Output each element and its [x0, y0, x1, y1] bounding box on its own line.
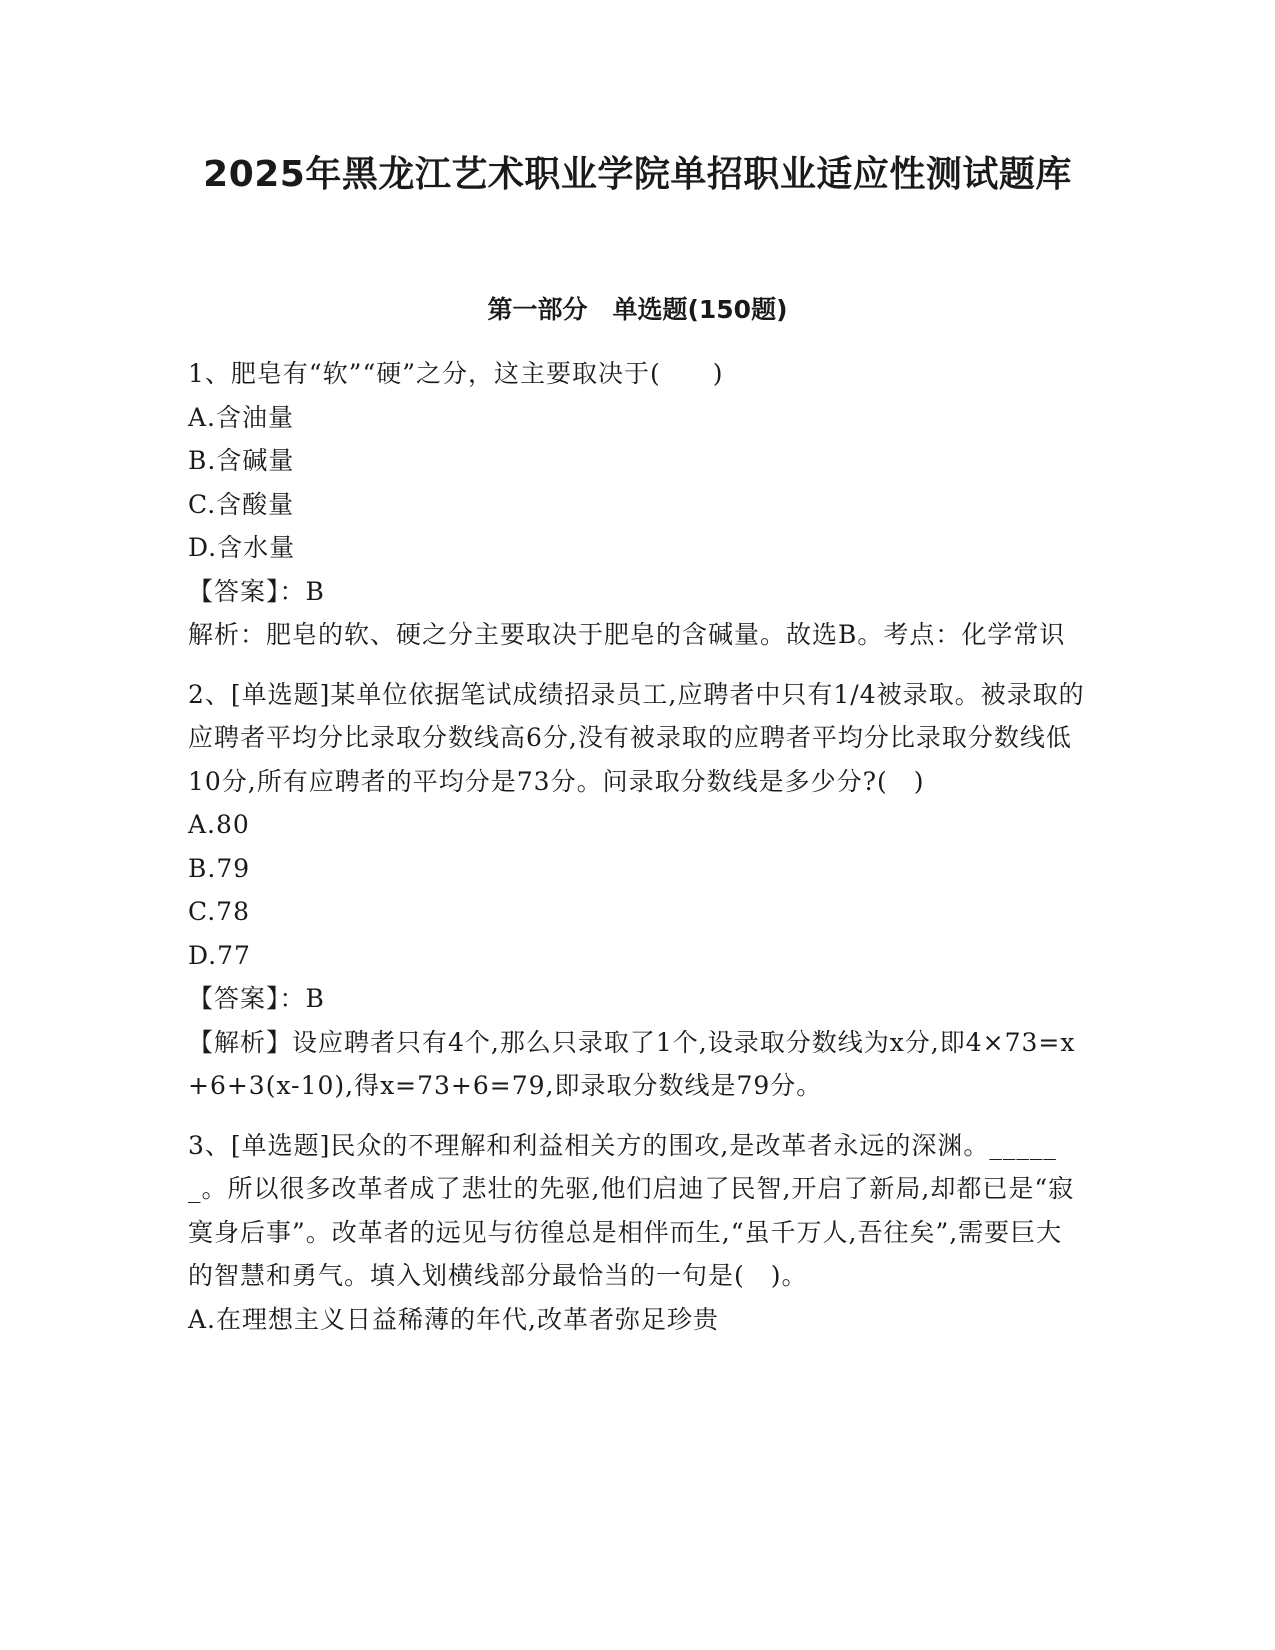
option-a: A.含油量: [188, 402, 295, 432]
option-b: B.含碱量: [188, 446, 295, 475]
question-1: [188, 352, 1088, 657]
question-stem: 3、[单选题]民众的不理解和利益相关方的围攻,是改革者永远的深渊。______。所以很多改革者成了悲壮的先驱,他们启迪了民智,开启了新局,却都已是“寂寞身后事”。改革者的远见与彷徨总是相伴而生,“虽千万人,吾往矣”,需要巨大的智慧和勇气。填入划横线部分最恰当的一句是( )。: [188, 1130, 1075, 1290]
analysis-text: 【解析】设应聘者只有4个,那么只录取了1个,设录取分数线为x分,即4×73=x+6+3(x-10),得x=73+6=79,即录取分数线是79分。: [188, 1027, 1076, 1100]
analysis-text: 解析：肥皂的软、硬之分主要取决于肥皂的含碱量。故选B。考点：化学常识: [188, 620, 1066, 649]
option-d: D.含水量: [188, 533, 296, 562]
option-c: C.78: [188, 897, 250, 926]
answer-line: 【答案】：B: [188, 576, 325, 606]
option-c: C.含酸量: [188, 489, 295, 519]
answer-line: 【答案】：B: [188, 984, 325, 1013]
option-d: D.77: [188, 940, 251, 970]
option-a: A.80: [188, 810, 250, 839]
question-2: [188, 673, 1088, 1108]
option-a: A.在理想主义日益稀薄的年代,改革者弥足珍贵: [188, 1304, 719, 1334]
question-stem: 1、肥皂有“软”“硬”之分，这主要取决于( ): [188, 359, 724, 388]
question-stem: 2、[单选题]某单位依据笔试成绩招录员工,应聘者中只有1/4被录取。被录取的应聘者平均分比录取分数线高6分,没有被录取的应聘者平均分比录取分数线低10分,所有应聘者的平均分是73分。问录取分数线是多少分?( ): [188, 679, 1085, 796]
option-b: B.79: [188, 853, 251, 883]
question-3: [188, 1124, 1088, 1342]
document-title: 2025年黑龙江艺术职业学院单招职业适应性测试题库: [203, 154, 1072, 195]
section-heading: 第一部分 单选题(150题): [487, 295, 788, 324]
question-list: [188, 352, 1088, 1341]
